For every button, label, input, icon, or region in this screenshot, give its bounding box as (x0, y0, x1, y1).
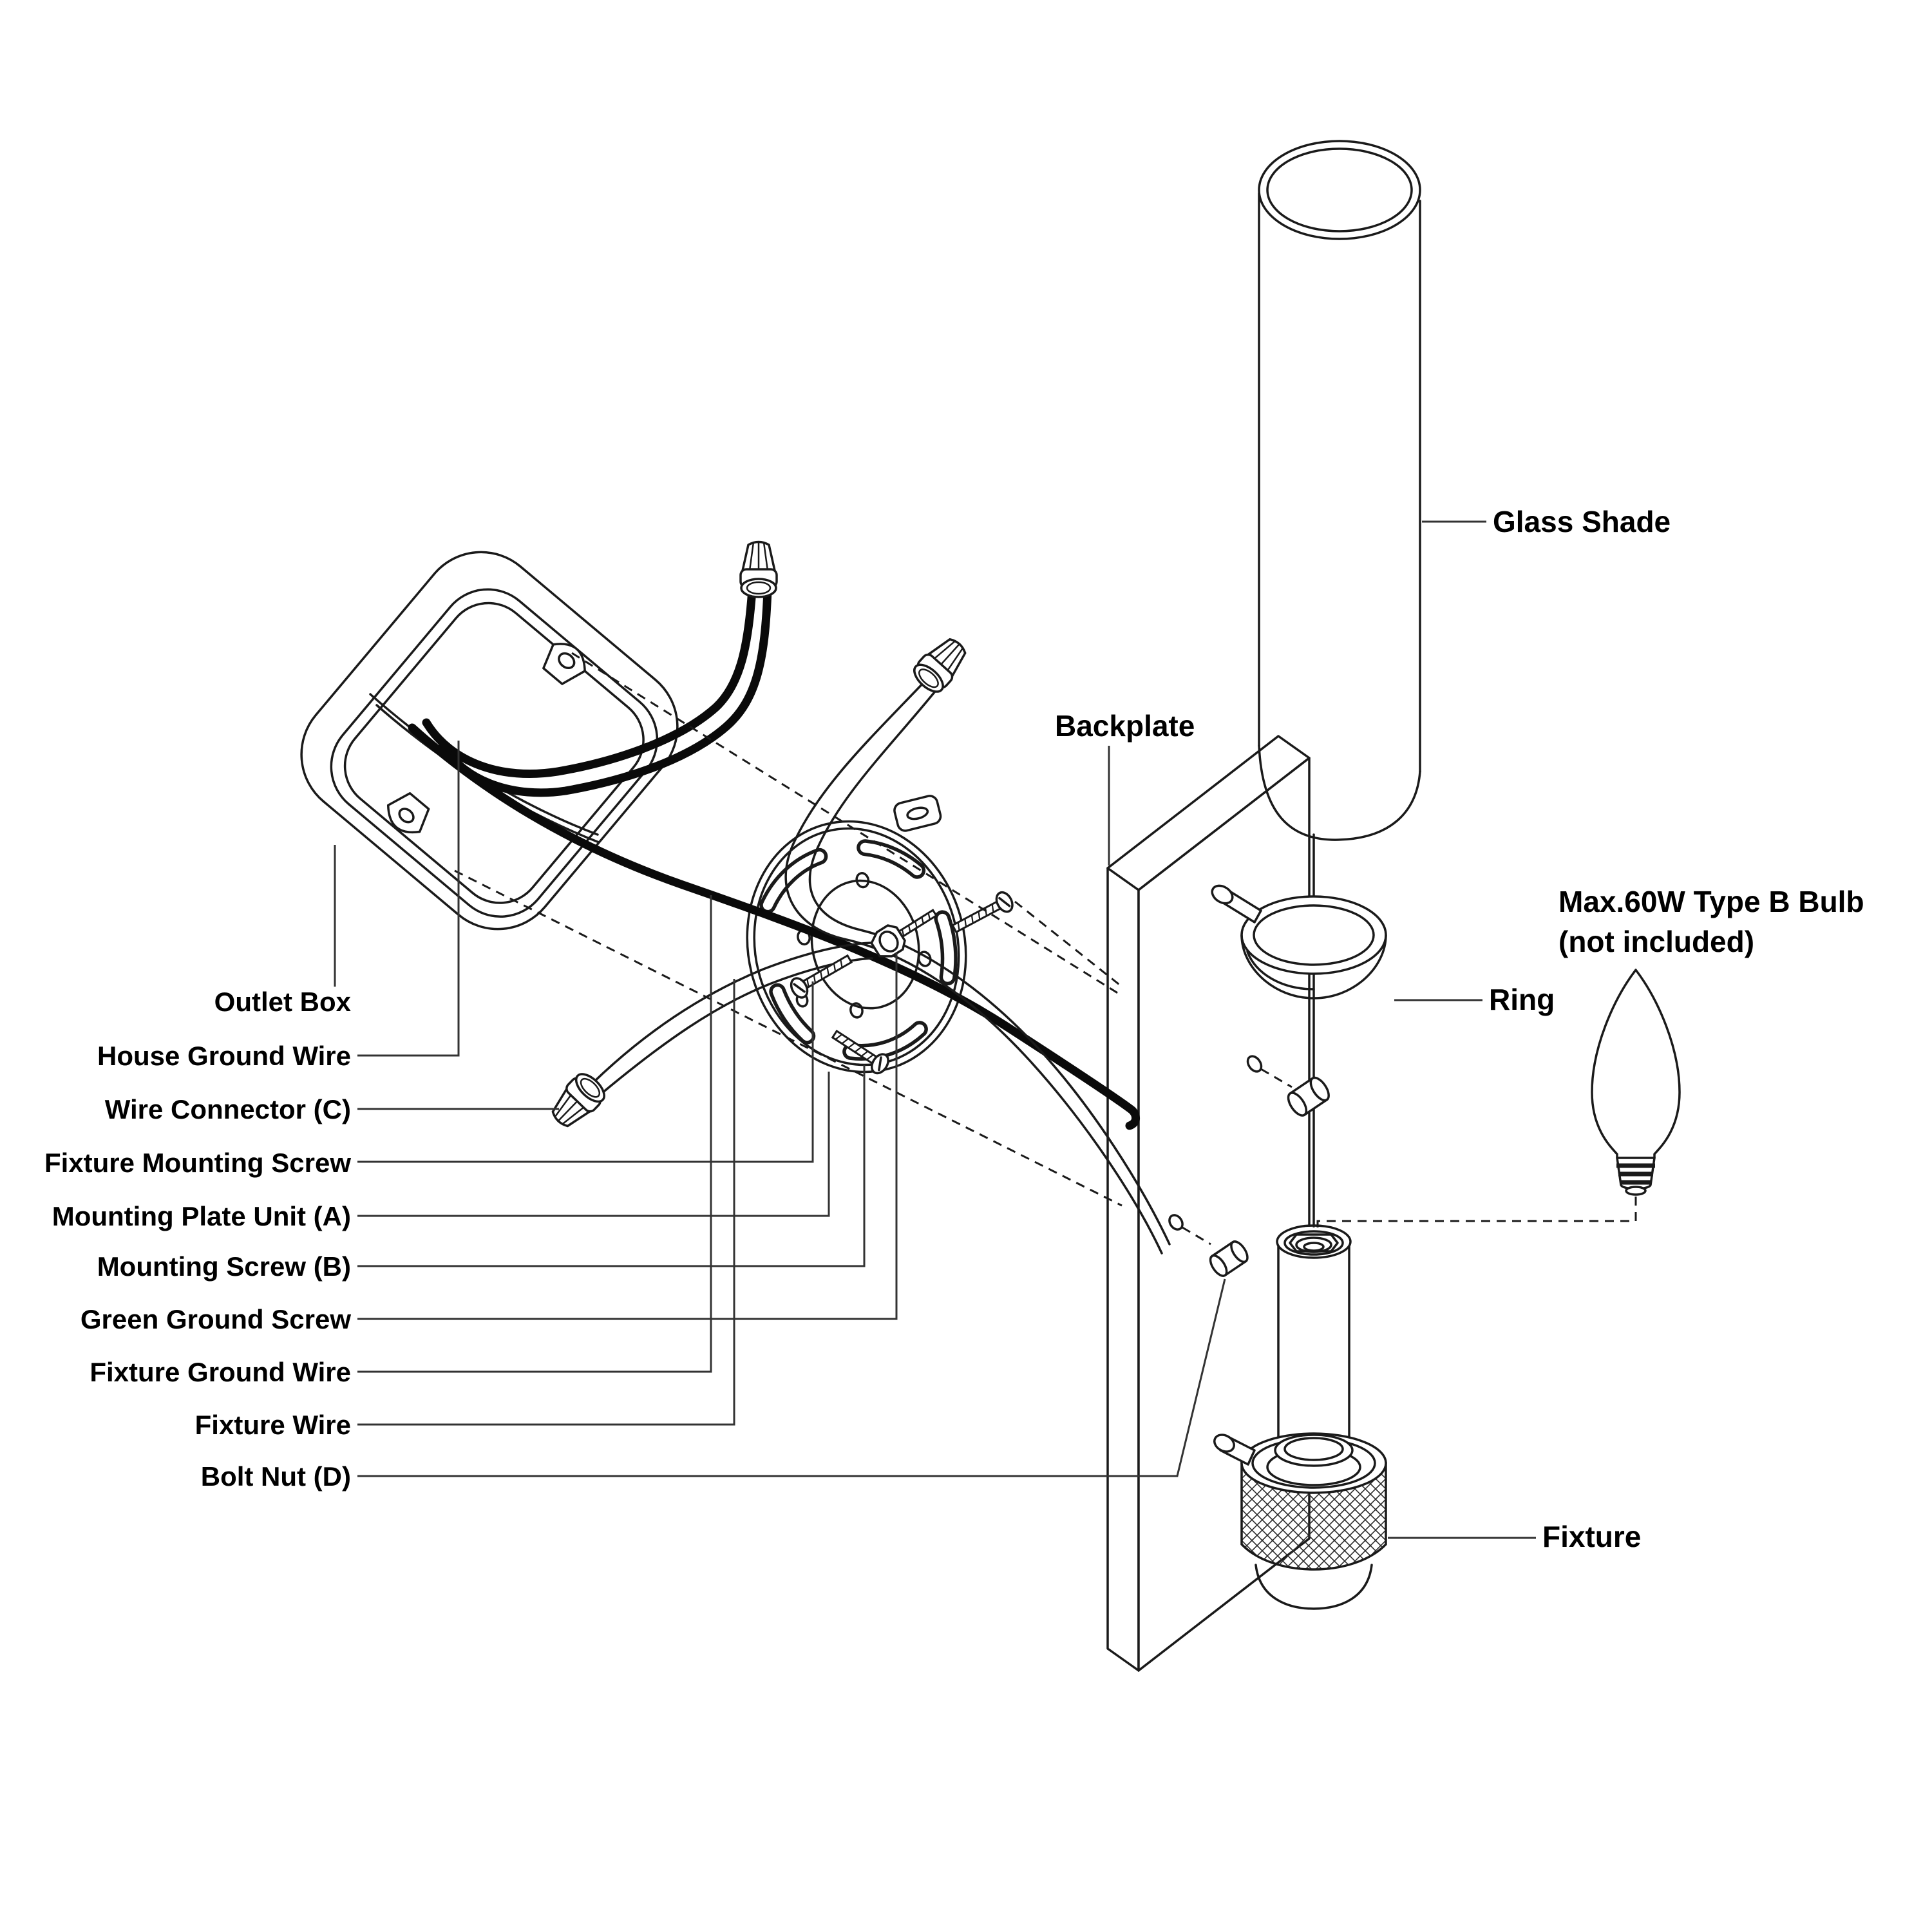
label-bulb-note-line1: Max.60W Type B Bulb (1558, 885, 1864, 918)
label-fixture-ground-wire: Fixture Ground Wire (90, 1357, 351, 1387)
label-fixture-mounting-screw: Fixture Mounting Screw (44, 1148, 351, 1178)
glass-shade-drawing (1259, 141, 1420, 840)
label-glass-shade: Glass Shade (1493, 505, 1671, 538)
label-backplate: Backplate (1055, 709, 1195, 743)
outlet-box-drawing (276, 527, 702, 954)
label-fixture: Fixture (1542, 1520, 1642, 1553)
label-fixture-wire: Fixture Wire (194, 1410, 351, 1440)
wire-connector-c-drawing (545, 1069, 610, 1134)
label-mounting-plate-unit: Mounting Plate Unit (A) (52, 1201, 351, 1231)
label-column-left (44, 987, 352, 1492)
label-house-ground-wire: House Ground Wire (97, 1041, 351, 1071)
label-bulb-note-line2: (not included) (1558, 925, 1755, 958)
label-mounting-screw-b: Mounting Screw (B) (97, 1251, 351, 1282)
label-outlet-box: Outlet Box (214, 987, 351, 1017)
label-green-ground-screw: Green Ground Screw (80, 1304, 351, 1334)
leader-mounting-screw-b (357, 1065, 864, 1266)
bulb-to-socket-guide-dashes (1318, 1197, 1636, 1233)
leader-fixture-ground-wire (357, 895, 711, 1372)
leader-bolt-nut-d (357, 1279, 1225, 1476)
leader-fixture-mounting-screw (357, 981, 813, 1162)
label-wire-connector-c: Wire Connector (C) (104, 1094, 351, 1124)
label-bolt-nut-d: Bolt Nut (D) (200, 1461, 351, 1492)
label-ring: Ring (1489, 983, 1555, 1016)
fixture-socket-drawing (1277, 1203, 1350, 1448)
wire-connector-top-drawing (741, 541, 777, 597)
leader-fixture-wire (357, 979, 734, 1425)
